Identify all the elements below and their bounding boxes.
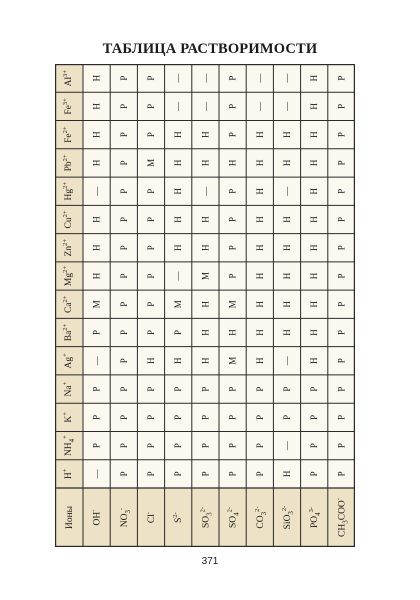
table-cell: Р [227,443,238,449]
table-cell: Н [282,301,292,308]
table-cell: Р [118,75,129,81]
table-cell: — [254,101,265,111]
table-cell: Р [118,245,129,251]
table-cell: Н [91,272,102,280]
table-cell: — [200,186,211,196]
table-cell: Р [336,358,347,364]
table-cell: Н [309,272,320,280]
table-cell: М [146,158,156,167]
table-cell: Р [336,330,347,336]
table-cell: Н [91,216,102,223]
table-cell: Р [173,443,184,449]
table-cell: Н [282,470,292,478]
table-cell: Р [282,414,292,420]
table-cell: Н [254,187,265,195]
table-cell: Н [200,301,211,308]
table-cell: Р [336,216,347,222]
table-cell: Н [282,159,292,167]
cation-header: Ba2+ [62,323,74,342]
table-cell: Н [200,244,211,251]
table-cell: Р [146,103,156,109]
table-cell: Н [309,329,320,336]
table-cell: Р [254,443,265,449]
table-cell: Н [254,272,265,280]
table-cell: Н [254,159,265,167]
table-cell: Р [227,273,238,279]
table-cell: Р [118,188,129,194]
cation-header: Hg2+ [62,181,74,201]
table-cell: Н [173,244,184,251]
table-cell: Р [227,471,238,477]
table-cell: — [91,186,102,196]
table-cell: Н [309,357,320,365]
table-cell: Р [336,75,347,81]
table-cell: Р [146,216,156,222]
cation-header: Zn2+ [62,238,74,257]
table-cell: — [282,186,292,196]
table-cell: Р [173,471,184,477]
table-cell: Н [282,272,292,280]
table-cell: Р [146,273,156,279]
table-cell: — [91,469,102,479]
table-cell: Р [146,330,156,336]
table-cell: — [282,356,292,366]
table-cell: Р [309,414,320,420]
table-cell: Р [254,386,265,392]
table-cell: Н [227,159,238,167]
table-cell: Н [91,131,102,138]
table-cell: — [173,101,184,111]
table-cell: Н [173,357,184,365]
table-cell: Р [146,301,156,307]
table-cell: Р [200,414,211,420]
table-cell: Р [227,132,238,138]
table-cell: Р [227,216,238,222]
table-cell: Р [146,75,156,81]
table-cell: Н [254,301,265,308]
table-cell: Н [282,244,292,251]
table-cell: Н [146,357,156,365]
page-title: ТАБЛИЦА РАСТВОРИМОСТИ [102,41,318,57]
table-cell: Н [173,216,184,223]
table-cell: Р [336,160,347,166]
table-cell: Р [91,443,102,449]
cation-header: Cu2+ [62,210,74,229]
table-cell: Р [227,75,238,81]
table-cell: Н [309,244,320,251]
cation-header: H+ [62,468,74,480]
table-cell: Р [200,386,211,392]
table-cell: Н [254,329,265,336]
cation-header: Mg2+ [62,265,74,287]
table-cell: Р [336,273,347,279]
table-cell: Р [336,301,347,307]
table-cell: Р [336,471,347,477]
table-cell: Р [146,443,156,449]
table-cell: Р [336,103,347,109]
table-cell: Н [282,131,292,138]
table-cell: — [282,101,292,111]
table-cell: Н [282,329,292,336]
table-cell: Р [173,414,184,420]
table-cell: Р [91,386,102,392]
table-cell: Р [118,330,129,336]
anion-header: OH- [90,509,103,526]
table-cell: Н [200,329,211,336]
table-cell: Р [254,414,265,420]
table-cell: Р [200,471,211,477]
table-cell: Н [91,244,102,251]
corner-label: Ионы [65,505,75,530]
table-cell: Р [146,132,156,138]
table-cell: Р [118,103,129,109]
table-cell: Р [227,188,238,194]
table-cell: Р [91,330,102,336]
anion-header: CH3COO- [335,498,349,537]
table-cell: Н [91,74,102,82]
table-cell: Р [146,386,156,392]
cation-header: K+ [62,412,74,423]
table-cell: — [282,441,292,451]
table-cell: Н [254,131,265,138]
table-cell: Р [282,386,292,392]
table-cell: Р [146,245,156,251]
table-cell: Н [309,159,320,167]
anion-header: SO42- [226,506,241,529]
table-cell: Р [336,245,347,251]
anion-header: SO32- [199,506,213,529]
table-cell: — [282,73,292,83]
table-cell: Р [309,443,320,449]
table-cell: Р [336,414,347,420]
cation-header: NH4+ [62,435,76,457]
table-cell: Р [336,132,347,138]
table-cell: Р [118,358,129,364]
anion-header: CO32- [253,506,268,529]
table-cell: Н [282,216,292,223]
table-cell: Н [254,357,265,365]
table-cell: Р [336,386,347,392]
table-cell: Н [200,357,211,365]
table-cell: — [200,101,211,111]
table-cell: — [200,73,211,83]
cation-header: Fe3+ [62,98,74,115]
table-cell: Р [254,471,265,477]
table-cell: Р [146,188,156,194]
table-cell: Р [227,103,238,109]
table-cell: Р [336,443,347,449]
table-cell: Н [309,74,320,82]
cation-header: Pb2+ [62,154,74,172]
table-cell: Н [254,216,265,223]
table-cell: Р [91,414,102,420]
table-cell: Р [146,471,156,477]
table-cell: Н [309,103,320,110]
table-cell: Н [200,216,211,223]
table-cell: М [173,300,184,309]
table-cell: Р [118,414,129,420]
table-cell: Р [227,386,238,392]
table-cell: Р [118,132,129,138]
table-cell: Р [227,414,238,420]
table-cell: Н [254,244,265,251]
anion-header: Cl- [145,511,157,524]
cation-header: Ca2+ [62,295,74,314]
anion-header: SiO32- [281,505,295,530]
table-cell: — [254,73,265,83]
table-cell: Р [118,301,129,307]
table-cell: Н [227,329,238,336]
cation-header: Na+ [62,381,74,397]
table-cell: М [200,271,211,281]
cation-header: Al3+ [62,69,74,87]
table-cell: Р [173,330,184,336]
table-cell: Н [200,159,211,167]
table-cell: Н [200,131,211,138]
table-cell: Р [118,216,129,222]
table-cell: — [173,271,184,281]
anion-header: S2- [172,512,185,523]
table-cell: Н [173,131,184,138]
table-cell: — [173,73,184,83]
table-cell: Н [309,131,320,138]
table-cell: М [227,356,238,365]
table-cell: Р [118,160,129,166]
table-cell: Р [146,414,156,420]
table-cell: Р [118,471,129,477]
table-cell: Р [200,443,211,449]
table-cell: Р [118,273,129,279]
table-cell: Р [118,443,129,449]
table-cell: Н [173,187,184,195]
table-cell: — [91,356,102,366]
table-cell: Н [91,159,102,167]
table-cell: М [227,300,238,309]
cation-header: Fe2+ [62,126,74,143]
anion-header: NO3- [117,507,132,528]
table-cell: Р [227,245,238,251]
table-cell: Н [309,216,320,223]
table-cell: Н [173,159,184,167]
table-cell: Р [118,386,129,392]
table-cell: Р [336,188,347,194]
page-number: 371 [201,556,219,567]
solubility-table-grid [55,64,355,547]
table-cell: Н [309,301,320,308]
anion-header: PO43- [308,506,322,529]
solubility-table [55,64,355,547]
cation-header: Ag+ [62,353,74,369]
table-cell: Р [309,386,320,392]
table-cell: Н [91,103,102,110]
table-cell: Р [309,471,320,477]
table-cell: М [91,300,102,309]
table-cell: Н [309,187,320,195]
table-cell: Р [173,386,184,392]
